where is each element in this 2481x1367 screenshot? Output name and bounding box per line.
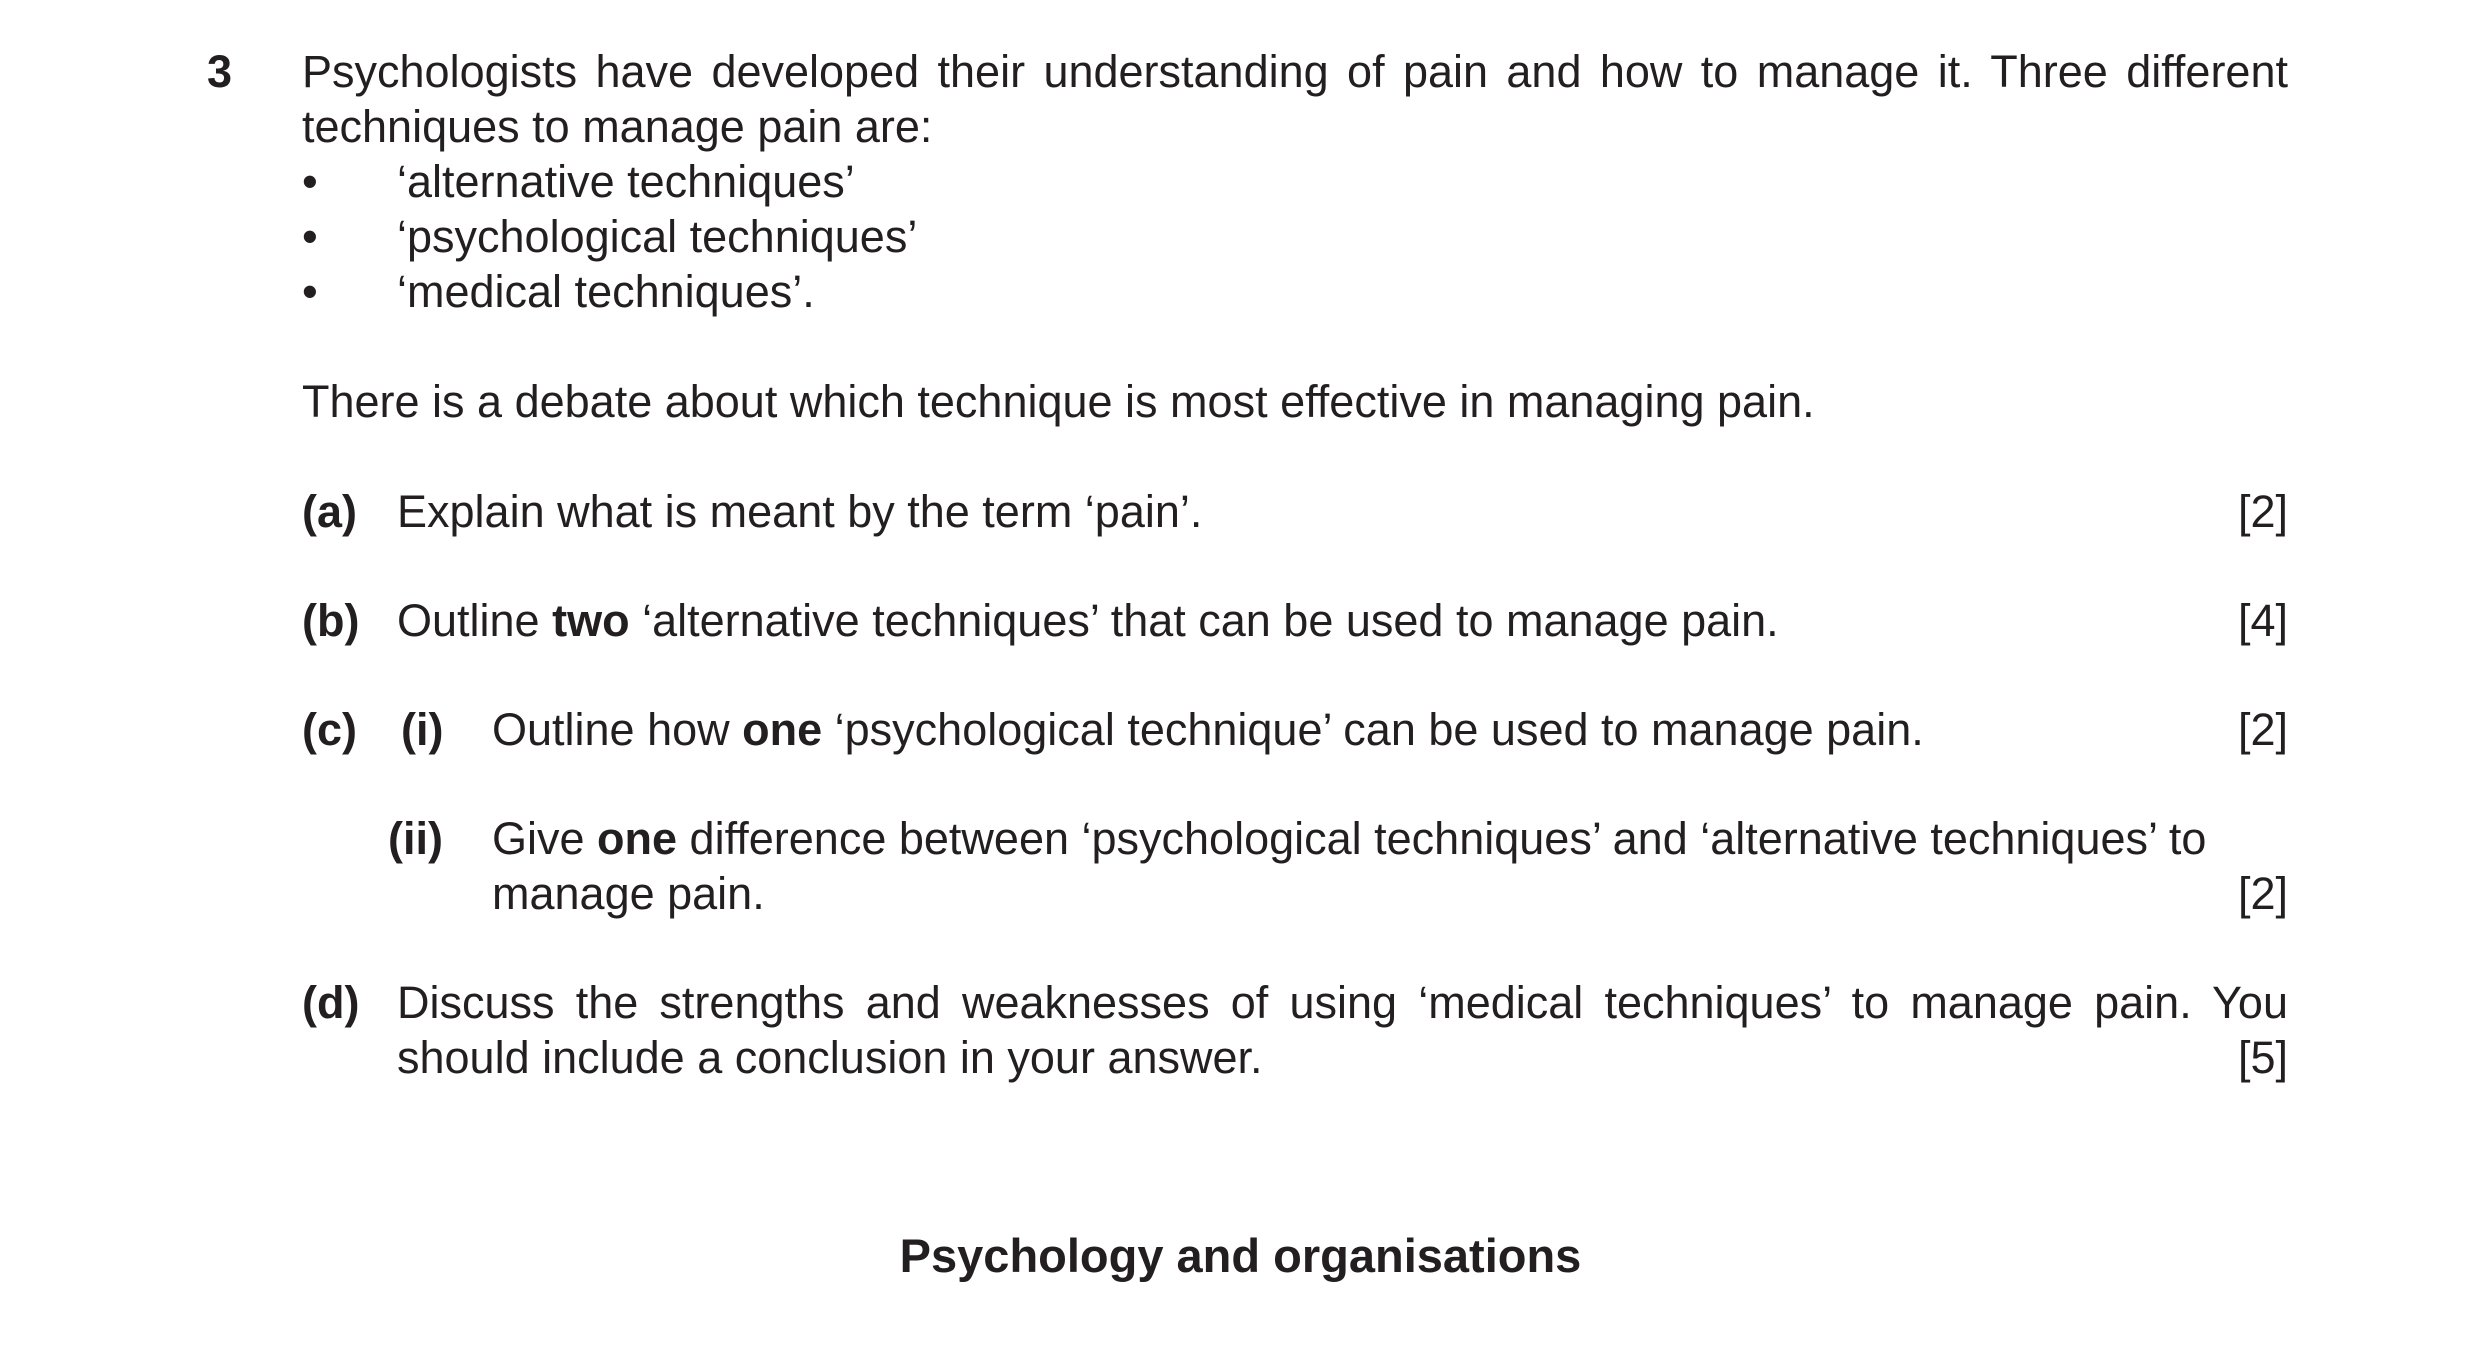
bullet-marker: • (302, 266, 318, 317)
part-c-ii-text-line2: manage pain. (492, 868, 765, 919)
bullet-marker: • (302, 211, 318, 262)
part-b-text (397, 593, 1779, 648)
debate-statement: There is a debate about which technique is most effective in managing pain. (302, 376, 1815, 427)
part-c-i-marks: [2] (2237, 704, 2288, 755)
part-c-ii-label: (ii) (388, 813, 443, 864)
bullet-marker: • (302, 156, 318, 207)
part-c-i-text (492, 702, 1924, 757)
part-d-text-line1: Discuss the strengths and weaknesses of using ‘medical techniques’ to manage pain. You (397, 977, 2288, 1028)
part-d-label: (d) (302, 977, 360, 1028)
part-d-marks: [5] (2237, 1032, 2288, 1083)
part-c-ii-text-end: difference between ‘psychological techniques’ and ‘alternative techniques’ to (677, 813, 2207, 864)
part-a-marks: [2] (2237, 486, 2288, 537)
part-a-label: (a) (302, 486, 357, 537)
bullet-item-medical: ‘medical techniques’. (397, 266, 815, 317)
part-b-label: (b) (302, 595, 360, 646)
part-c-i-text-start: Outline how (492, 704, 743, 755)
question-number: 3 (207, 46, 233, 97)
bullet-item-psychological: ‘psychological techniques’ (397, 211, 918, 262)
part-c-label: (c) (302, 704, 357, 755)
question-intro: Psychologists have developed their understanding of pain and how to manage it. Three different techniques to manage pain are: (302, 46, 2288, 152)
part-c-i-text-end: ‘psychological technique’ can be used to manage pain. (822, 704, 1924, 755)
part-c-ii-text-line1 (492, 811, 2288, 866)
part-b-emphasis: two (552, 595, 630, 646)
part-d-text-line2: should include a conclusion in your answer. (397, 1032, 1263, 1083)
part-b-text-end: ‘alternative techniques’ that can be used to manage pain. (629, 595, 1779, 646)
part-c-i-emphasis: one (742, 704, 823, 755)
section-heading: Psychology and organisations (899, 1229, 1582, 1282)
part-b-marks: [4] (2237, 595, 2288, 646)
bullet-item-alternative: ‘alternative techniques’ (397, 156, 855, 207)
part-b-text-start: Outline (397, 595, 553, 646)
part-c-ii-text-start: Give (492, 813, 598, 864)
part-c-ii-emphasis: one (597, 813, 678, 864)
part-a-text: Explain what is meant by the term ‘pain’. (397, 486, 1203, 537)
part-c-ii-marks: [2] (2237, 868, 2288, 919)
part-c-i-label: (i) (401, 704, 444, 755)
